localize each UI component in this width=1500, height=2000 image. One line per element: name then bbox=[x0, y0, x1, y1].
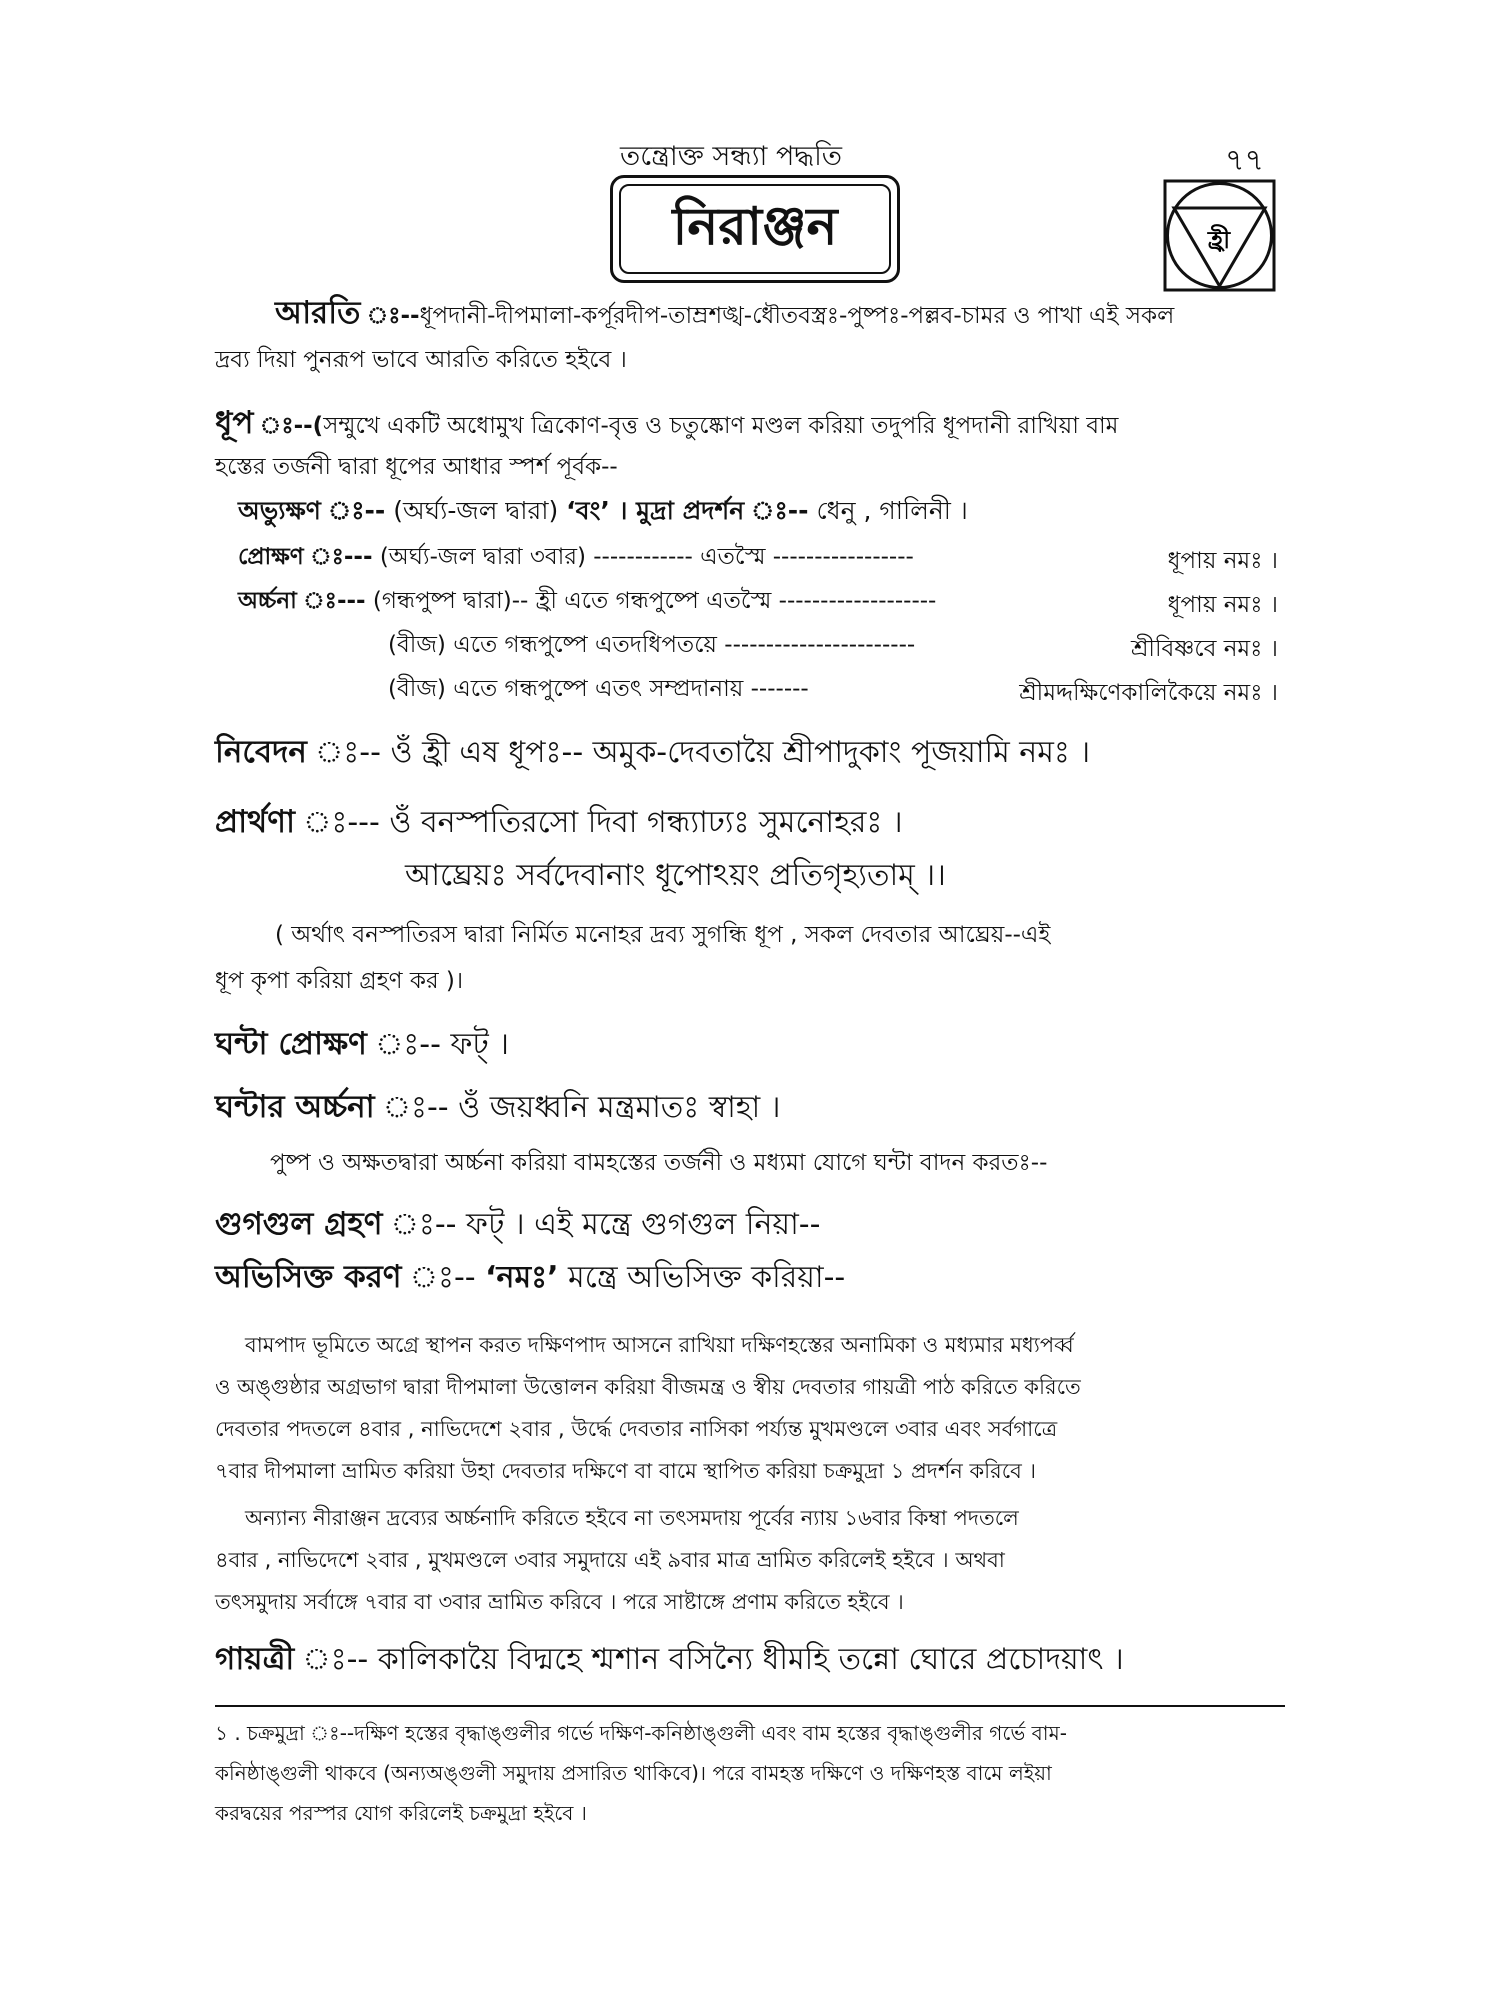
archana-text-1: (গন্ধপুষ্প দ্বারা)-- হ্রী এতে গন্ধপুষ্পে এতস্মৈ ------------------- bbox=[365, 588, 937, 614]
meaning-line-1: ( অর্থাৎ বনস্পতিরস দ্বারা নির্মিত মনোহর দ্রব্য সুগন্ধি ধূপ , সকল দেবতার আঘ্রেয়--এই bbox=[275, 922, 1051, 948]
abhisikta-tail: মন্ত্রে অভিসিক্ত করিয়া-- bbox=[558, 1260, 846, 1295]
prarthana-line-2: আঘ্রেয়ঃ সর্বদেবানাং ধূপোঽয়ং প্রতিগৃহ্যতাম্ ।। bbox=[405, 858, 946, 893]
prarthana-line-1 bbox=[215, 803, 903, 842]
ghanta-prokshan-text: ঃ-- ফট্ । bbox=[366, 1027, 510, 1062]
para1-line-1: বামপাদ ভূমিতে অগ্রে স্থাপন করত দক্ষিণপাদ আসনে রাখিয়া দক্ষিণহস্তের অনামিকা ও মধ্যমার মধ্যপর্ব্ব bbox=[245, 1333, 1074, 1357]
dhup-line-2: হস্তের তর্জনী দ্বারা ধূপের আধার স্পর্শ পূর্বক-- bbox=[215, 454, 618, 480]
para1-line-3: দেবতার পদতলে ৪বার , নাভিদেশে ২বার , উর্দ্ধে দেবতার নাসিকা পর্য্যন্ত মুখমণ্ডলে ৩বার এবং সর্বগাত্রে bbox=[215, 1417, 1058, 1441]
para2-line-3: তৎসমুদায় সর্বাঙ্গে ৭বার বা ৩বার ভ্রামিত করিবে । পরে সাষ্টাঙ্গে প্রণাম করিতে হইবে । bbox=[215, 1590, 904, 1614]
abhisikta-text: ঃ-- bbox=[401, 1260, 486, 1295]
ghanta-prokshan-line bbox=[215, 1025, 509, 1064]
abhyukshan-tail: ধেনু , গালিনী । bbox=[808, 496, 968, 525]
section-title-frame bbox=[610, 175, 900, 283]
prokshan-label: প্রোক্ষণ ঃ--- bbox=[238, 544, 373, 570]
guggul-label: গুগগুল গ্রহণ bbox=[215, 1206, 383, 1242]
para2-line-2: ৪বার , নাভিদেশে ২বার , মুখমণ্ডলে ৩বার সমুদায়ে এই ৯বার মাত্র ভ্রামিত করিলেই হইবে । অথবা bbox=[215, 1548, 1005, 1572]
prokshan-text: (অর্ঘ্য-জল দ্বারা ৩বার) ------------ এতস্মৈ ----------------- bbox=[372, 544, 914, 570]
archana-line-3: (বীজ) এতে গন্ধপুষ্পে এতৎ সম্প্রদানায় ------- bbox=[388, 676, 809, 702]
running-header: তন্ত্রোক্ত সন্ধ্যা পদ্ধতি bbox=[620, 141, 843, 172]
abhisikta-label: অভিসিক্ত করণ bbox=[215, 1259, 402, 1295]
para1-line-2: ও অঙ্গুষ্ঠার অগ্রভাগ দ্বারা দীপমালা উত্তোলন করিয়া বীজমন্ত্র ও স্বীয় দেবতার গায়ত্রী পাঠ করিতে করিতে bbox=[215, 1375, 1081, 1399]
arati-sep: ঃ-- bbox=[360, 303, 420, 329]
page-number: ৭৭ bbox=[1225, 143, 1265, 178]
dhup-text-1: সম্মুখে একটি অধোমুখ ত্রিকোণ-বৃত্ত ও চতুষ্কোণ মণ্ডল করিয়া তদুপরি ধূপদানী রাখিয়া বাম bbox=[323, 413, 1119, 439]
gayatri-label: গায়ত্রী bbox=[215, 1641, 295, 1677]
abhisikta-line bbox=[215, 1258, 845, 1297]
archana-end-2: শ্রীবিষ্ণবে নমঃ । bbox=[1131, 636, 1278, 662]
ghanta-archana-label: ঘন্টার অর্চ্চনা bbox=[215, 1089, 375, 1125]
footnote-divider bbox=[215, 1705, 1285, 1707]
arati-label: আরতি bbox=[275, 295, 361, 331]
prokshan-end: ধূপায় নমঃ । bbox=[1167, 548, 1278, 574]
abhyukshan-label: অভ্যুক্ষণ ঃ-- bbox=[238, 496, 386, 525]
nivedan-label: নিবেদন bbox=[215, 734, 307, 770]
archana-label: অর্চ্চনা ঃ--- bbox=[238, 588, 366, 614]
prokshan-line bbox=[238, 542, 914, 572]
para2-line-1: অন্যান্য নীরাঞ্জন দ্রব্যের অর্চ্চনাদি করিতে হইবে না তৎসমদায় পূর্বের ন্যায় ১৬বার কিম্বা পদতলে bbox=[245, 1506, 1019, 1530]
arati-line-1 bbox=[215, 295, 1175, 331]
footnote-line-2: কনিষ্ঠাঙ্গুলী থাকবে (অন্যঅঙ্গুলী সমুদায় প্রসারিত থাকিবে)। পরে বামহস্ত দক্ষিণে ও দক্ষিণহস্ত বামে লইয়া bbox=[215, 1761, 1052, 1785]
arati-line-2: দ্রব্য দিয়া পুনরূপ ভাবে আরতি করিতে হইবে । bbox=[215, 347, 627, 373]
footnote-line-1: ১ . চক্রমুদ্রা ঃ--দক্ষিণ হস্তের বৃদ্ধাঙ্গুলীর গর্ভে দক্ষিণ-কনিষ্ঠাঙ্গুলী এবং বাম হস্তের বৃদ্ধাঙ্গুলীর গর্ভে বাম- bbox=[215, 1721, 1067, 1745]
yantra-bija: হ্রী bbox=[1207, 226, 1231, 254]
gayatri-text: ঃ-- কালিকায়ৈ বিদ্মহে শ্মশান বসিন্যৈ ধীমহি তন্নো ঘোরে প্রচোদয়াৎ । bbox=[294, 1642, 1124, 1677]
dhup-sep: ঃ--( bbox=[253, 413, 324, 439]
archana-line-1 bbox=[238, 586, 936, 616]
prarthana-label: প্রার্থণা bbox=[215, 804, 295, 840]
guggul-line bbox=[215, 1205, 820, 1244]
archana-end-1: ধূপায় নমঃ । bbox=[1167, 592, 1278, 618]
abhyukshan-text: (অর্ঘ্য-জল দ্বারা) bbox=[385, 496, 567, 525]
abhyukshan-line bbox=[238, 496, 968, 526]
meaning-line-2: ধূপ কৃপা করিয়া গ্রহণ কর )। bbox=[215, 968, 464, 994]
ghanta-note: পুষ্প ও অক্ষতদ্বারা অর্চ্চনা করিয়া বামহস্তের তর্জনী ও মধ্যমা যোগে ঘন্টা বাদন করতঃ-- bbox=[270, 1150, 1048, 1176]
para1-line-4: ৭বার দীপমালা ভ্রামিত করিয়া উহা দেবতার দক্ষিণে বা বামে স্থাপিত করিয়া চক্রমুদ্রা ১ প্রদর্শন করিবে । bbox=[215, 1459, 1037, 1483]
ghanta-archana-line bbox=[215, 1088, 781, 1127]
ghanta-prokshan-label: ঘন্টা প্রোক্ষণ bbox=[215, 1026, 367, 1062]
nivedan-line bbox=[215, 733, 1090, 772]
abhisikta-mantra: ‘নমঃ’ bbox=[485, 1260, 559, 1295]
guggul-text: ঃ-- ফট্ । এই মন্ত্রে গুগগুল নিয়া-- bbox=[382, 1207, 821, 1242]
dhup-label: ধূপ bbox=[215, 405, 254, 441]
nivedan-text: ঃ-- ওঁ হ্রী এষ ধূপঃ-- অমুক-দেবতায়ৈ শ্রীপাদুকাং পূজয়ামি নমঃ । bbox=[306, 735, 1091, 770]
archana-line-2: (বীজ) এতে গন্ধপুষ্পে এতদধিপতয়ে ----------------------- bbox=[388, 632, 916, 658]
section-title: নিরাঞ্জন bbox=[619, 184, 891, 274]
archana-end-3: শ্রীমদ্দক্ষিণেকালিকৈয়ে নমঃ । bbox=[1019, 680, 1278, 706]
dhup-line-1 bbox=[215, 405, 1119, 441]
yantra-emblem bbox=[1162, 178, 1277, 293]
gayatri-line bbox=[215, 1640, 1124, 1679]
footnote-line-3: করদ্বয়ের পরস্পর যোগ করিলেই চক্রমুদ্রা হইবে । bbox=[215, 1801, 587, 1825]
ghanta-archana-text: ঃ-- ওঁ জয়ধ্বনি মন্ত্রমাতঃ স্বাহা । bbox=[374, 1090, 781, 1125]
arati-text-1: ধূপদানী-দীপমালা-কর্পূরদীপ-তাম্রশঙ্খ-ধৌতবস্ত্রঃ-পুষ্পঃ-পল্লব-চামর ও পাখা এই সকল bbox=[419, 303, 1175, 329]
prarthana-text-1: ঃ--- ওঁ বনস্পতিরসো দিবা গন্ধ্যাঢ্যঃ সুমনোহরঃ । bbox=[294, 805, 903, 840]
abhyukshan-mantra: ‘বং’ । মুদ্রা প্রদর্শন ঃ-- bbox=[566, 496, 809, 525]
